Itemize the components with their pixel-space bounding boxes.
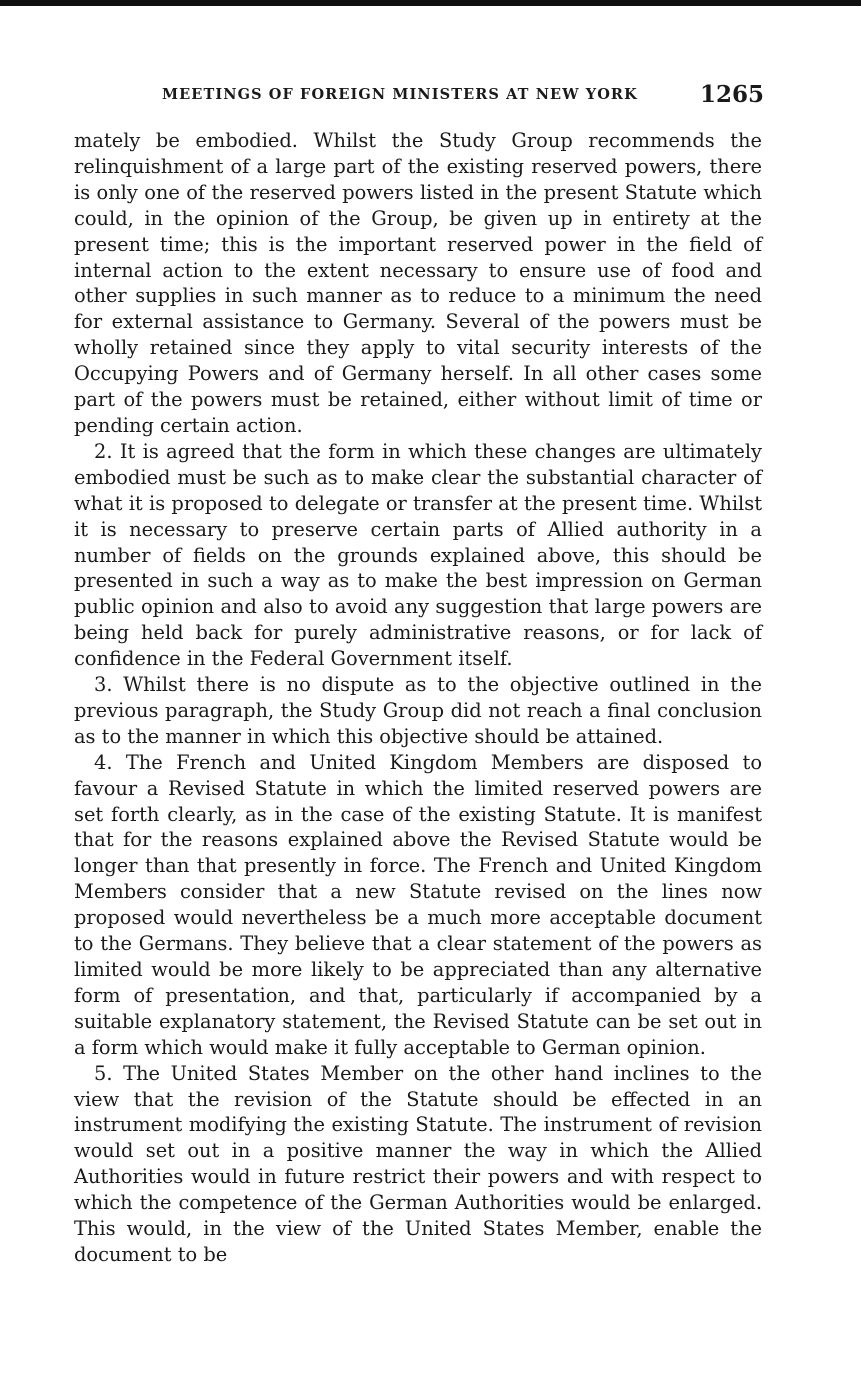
- paragraph-4: 4. The French and United Kingdom Members are disposed to favour a Revised Statute in which the limited reserved powers are set forth clearly, as in the case of the existing Statute. It is manifest that for the reasons explained above the Revised Statute would be longer than that presently in force. The French and United Kingdom Members consider that a new Statute revised on the lines now proposed would nevertheless be a much more acceptable document to the Germans. They believe that a clear statement of the powers as limited would be more likely to be appreciated than any alternative form of presentation, and that, particularly if accompanied by a suitable explanatory statement, the Revised Statute can be set out in a form which would make it fully acceptable to German opinion.: [74, 750, 762, 1059]
- paragraph-2: 2. It is agreed that the form in which these changes are ultimately embodied must be such as to make clear the substantial character of what it is proposed to delegate or transfer at the present time. Whilst it is necessary to preserve certain parts of Allied authority in a number of fields on the grounds explained above, this should be presented in such a way as to make the best impression on German public opinion and also to avoid any suggestion that large powers are being held back for purely administrative reasons, or for lack of confidence in the Federal Government itself.: [74, 439, 762, 671]
- paragraph-5: 5. The United States Member on the other hand inclines to the view that the revision of the Statute should be effected in an instrument modifying the existing Statute. The instrument of revision would set out in a positive manner the way in which the Allied Authorities would in future restrict their powers and with respect to which the competence of the German Authorities would be enlarged. This would, in the view of the United States Member, enable the document to be: [74, 1061, 762, 1266]
- page-number: 1265: [699, 81, 764, 108]
- paragraph-3: 3. Whilst there is no dispute as to the objective outlined in the previous paragraph, the Study Group did not reach a final conclusion as to the manner in which this objective should be attained.: [74, 673, 762, 748]
- running-title: MEETINGS OF FOREIGN MINISTERS AT NEW YORK: [162, 86, 638, 103]
- paragraph-continued: mately be embodied. Whilst the Study Group recommends the relinquishment of a large part of the existing reserved powers, there is only one of the reserved powers listed in the present Statute which could, in the opinion of the Group, be given up in entirety at the present time; this is the important reserved power in the field of internal action to the extent necessary to ensure use of food and other supplies in such manner as to reduce to a minimum the need for external assistance to Germany. Several of the powers must be wholly retained since they apply to vital security interests of the Occupying Powers and of Germany herself. In all other cases some part of the powers must be retained, either without limit of time or pending certain action.: [74, 129, 762, 437]
- body-text: [74, 128, 762, 1268]
- running-header: [74, 82, 766, 112]
- page-top-border: [0, 0, 861, 6]
